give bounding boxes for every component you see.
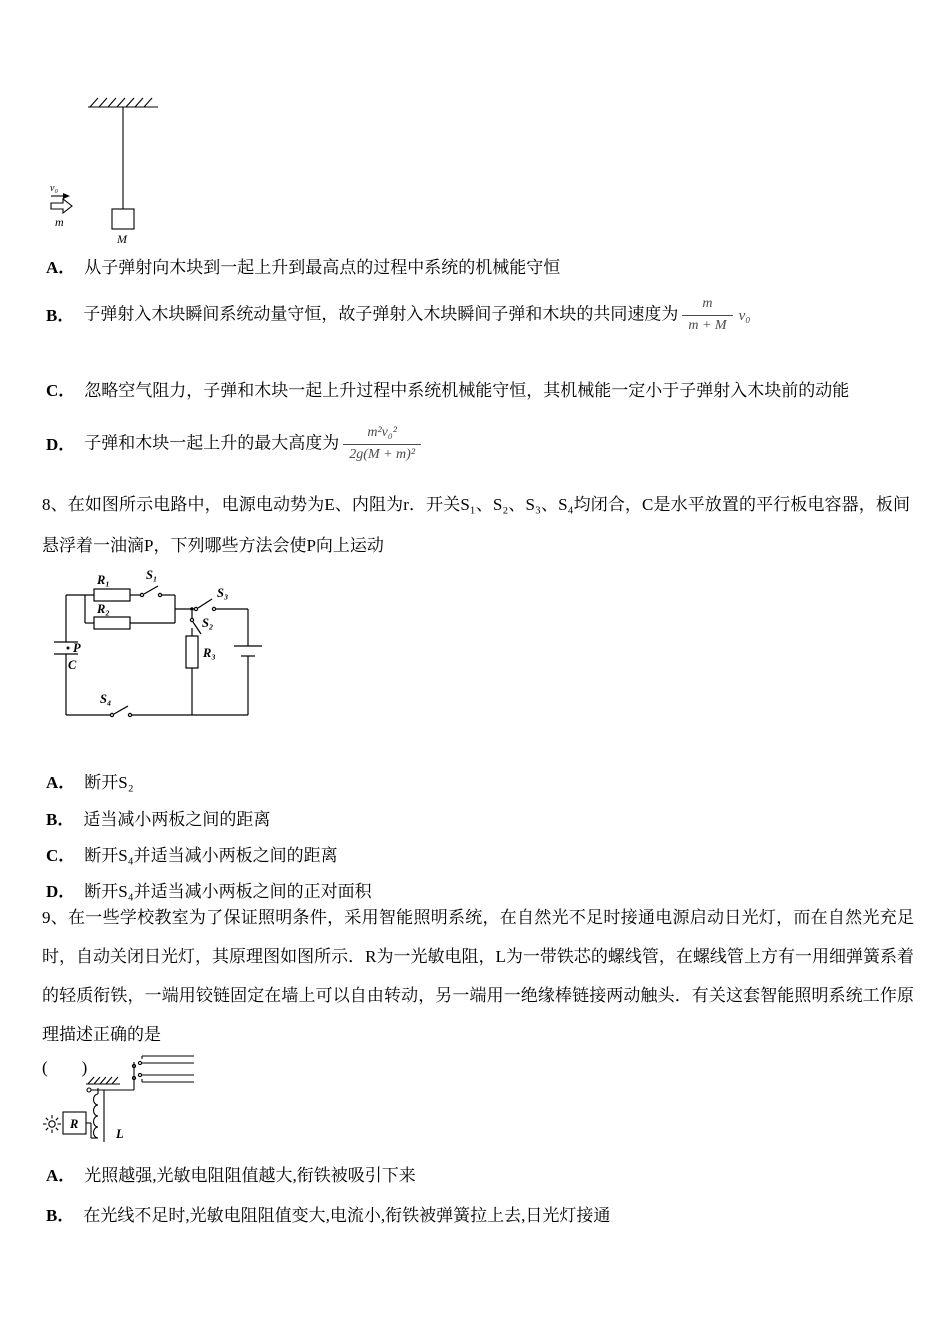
q9-option-b [46, 1203, 926, 1229]
q7-option-b [46, 292, 926, 340]
option-letter: B． [46, 306, 75, 325]
resistor-r2-label: R₂ [97, 602, 110, 616]
block-M-label: M [117, 232, 127, 246]
option-text: 光照越强,光敏电阻阻值越大,衔铁被吸引下来 [84, 1166, 416, 1185]
fraction-denominator: m + M [688, 317, 727, 333]
fraction [343, 424, 421, 463]
solenoid-l-label: L [116, 1127, 124, 1141]
option-text: 从子弹射向木块到一起上升到最高点的过程中系统的机械能守恒 [84, 258, 561, 277]
option-letter: B． [46, 810, 75, 829]
option-letter: A． [46, 258, 76, 277]
option-text: 忽略空气阻力，子弹和木块一起上升过程中系统机械能守恒，其机械能一定小于子弹射入木块前的动能 [84, 381, 850, 400]
q8-stem: 8、在如图所示电路中，电源电动势为E、内阻为r．开关S₁、S₂、S₃、S₄均闭合，C是水平放置的平行板电容器，板间悬浮着一油滴P，下列哪些方法会使P向上运动 [42, 495, 910, 555]
option-text [84, 425, 425, 464]
pendulum-diagram-lines [51, 98, 158, 229]
option-text-body: 子弹射入木块瞬间系统动量守恒，故子弹射入木块瞬间子弹和木块的共同速度为 [83, 304, 679, 324]
q9-option-a [46, 1163, 926, 1189]
q8-option-b [46, 807, 916, 833]
option-text: 在光线不足时,光敏电阻阻值变大,电流小,衔铁被弹簧拉上去,日光灯接通 [83, 1206, 611, 1225]
switch-s1-label: S₁ [146, 568, 158, 582]
option-text: 断开S₂ [84, 773, 134, 792]
q8-option-a [46, 770, 916, 796]
velocity-v0-label: v₀ [50, 183, 58, 194]
fraction-numerator: m [682, 295, 732, 315]
option-letter: C． [46, 846, 76, 865]
option-letter: D． [46, 435, 76, 454]
pendulum-block-diagram [46, 93, 166, 245]
option-letter: A． [46, 1166, 76, 1185]
switch-s4-label: S₄ [100, 692, 112, 706]
fraction-numerator: m²v₀² [343, 424, 421, 444]
option-letter: C． [46, 381, 76, 400]
q8-option-c [46, 843, 916, 869]
switch-s2-label: S₂ [202, 616, 214, 630]
circuit-diagram [52, 562, 282, 727]
option-text: 适当减小两板之间的距离 [83, 810, 271, 829]
relay-photoresistor-diagram [42, 1048, 202, 1160]
circuit-wires [54, 586, 262, 717]
fraction [682, 295, 732, 334]
oil-drop-p-label: P [73, 641, 81, 655]
bullet-m-label: m [55, 215, 64, 229]
fraction-denominator: 2g(M + m)² [349, 446, 416, 462]
option-text-body: 子弹和木块一起上升的最大高度为 [84, 433, 340, 453]
resistor-r3-label: R₃ [203, 646, 216, 660]
q7-option-c [46, 378, 916, 404]
q9-stem: 9、在一些学校教室为了保证照明条件，采用智能照明系统，在自然光不足时接通电源启动日光灯，而在自然光充足时，自动关闭日光灯，其原理图如图所示．R为一光敏电阻，L为一带铁芯的螺线管，在螺线管上方有一用细弹簧系着的轻质衔铁，一端用铰链固定在墙上可以自由转动，另一端用一绝缘棒链接两动触头．有关这套智能照明系统工作原理描述正确的是 [42, 908, 914, 1044]
resistor-r1-label: R₁ [97, 573, 110, 587]
q9-answer-bracket: ( ) [42, 1058, 88, 1077]
photoresistor-r-label: R [70, 1117, 79, 1131]
option-text [83, 296, 750, 335]
q7-option-a [46, 255, 916, 281]
math-variable: v₀ [738, 307, 751, 324]
capacitor-c-label: C [68, 658, 77, 672]
option-text: 断开S₄并适当减小两板之间的距离 [84, 846, 338, 865]
option-letter: D． [46, 882, 76, 901]
option-letter: B． [46, 1206, 75, 1225]
switch-s3-label: S₃ [217, 586, 229, 600]
option-text: 断开S₄并适当减小两板之间的正对面积 [84, 882, 372, 901]
option-letter: A． [46, 773, 76, 792]
q7-option-d [46, 421, 926, 469]
